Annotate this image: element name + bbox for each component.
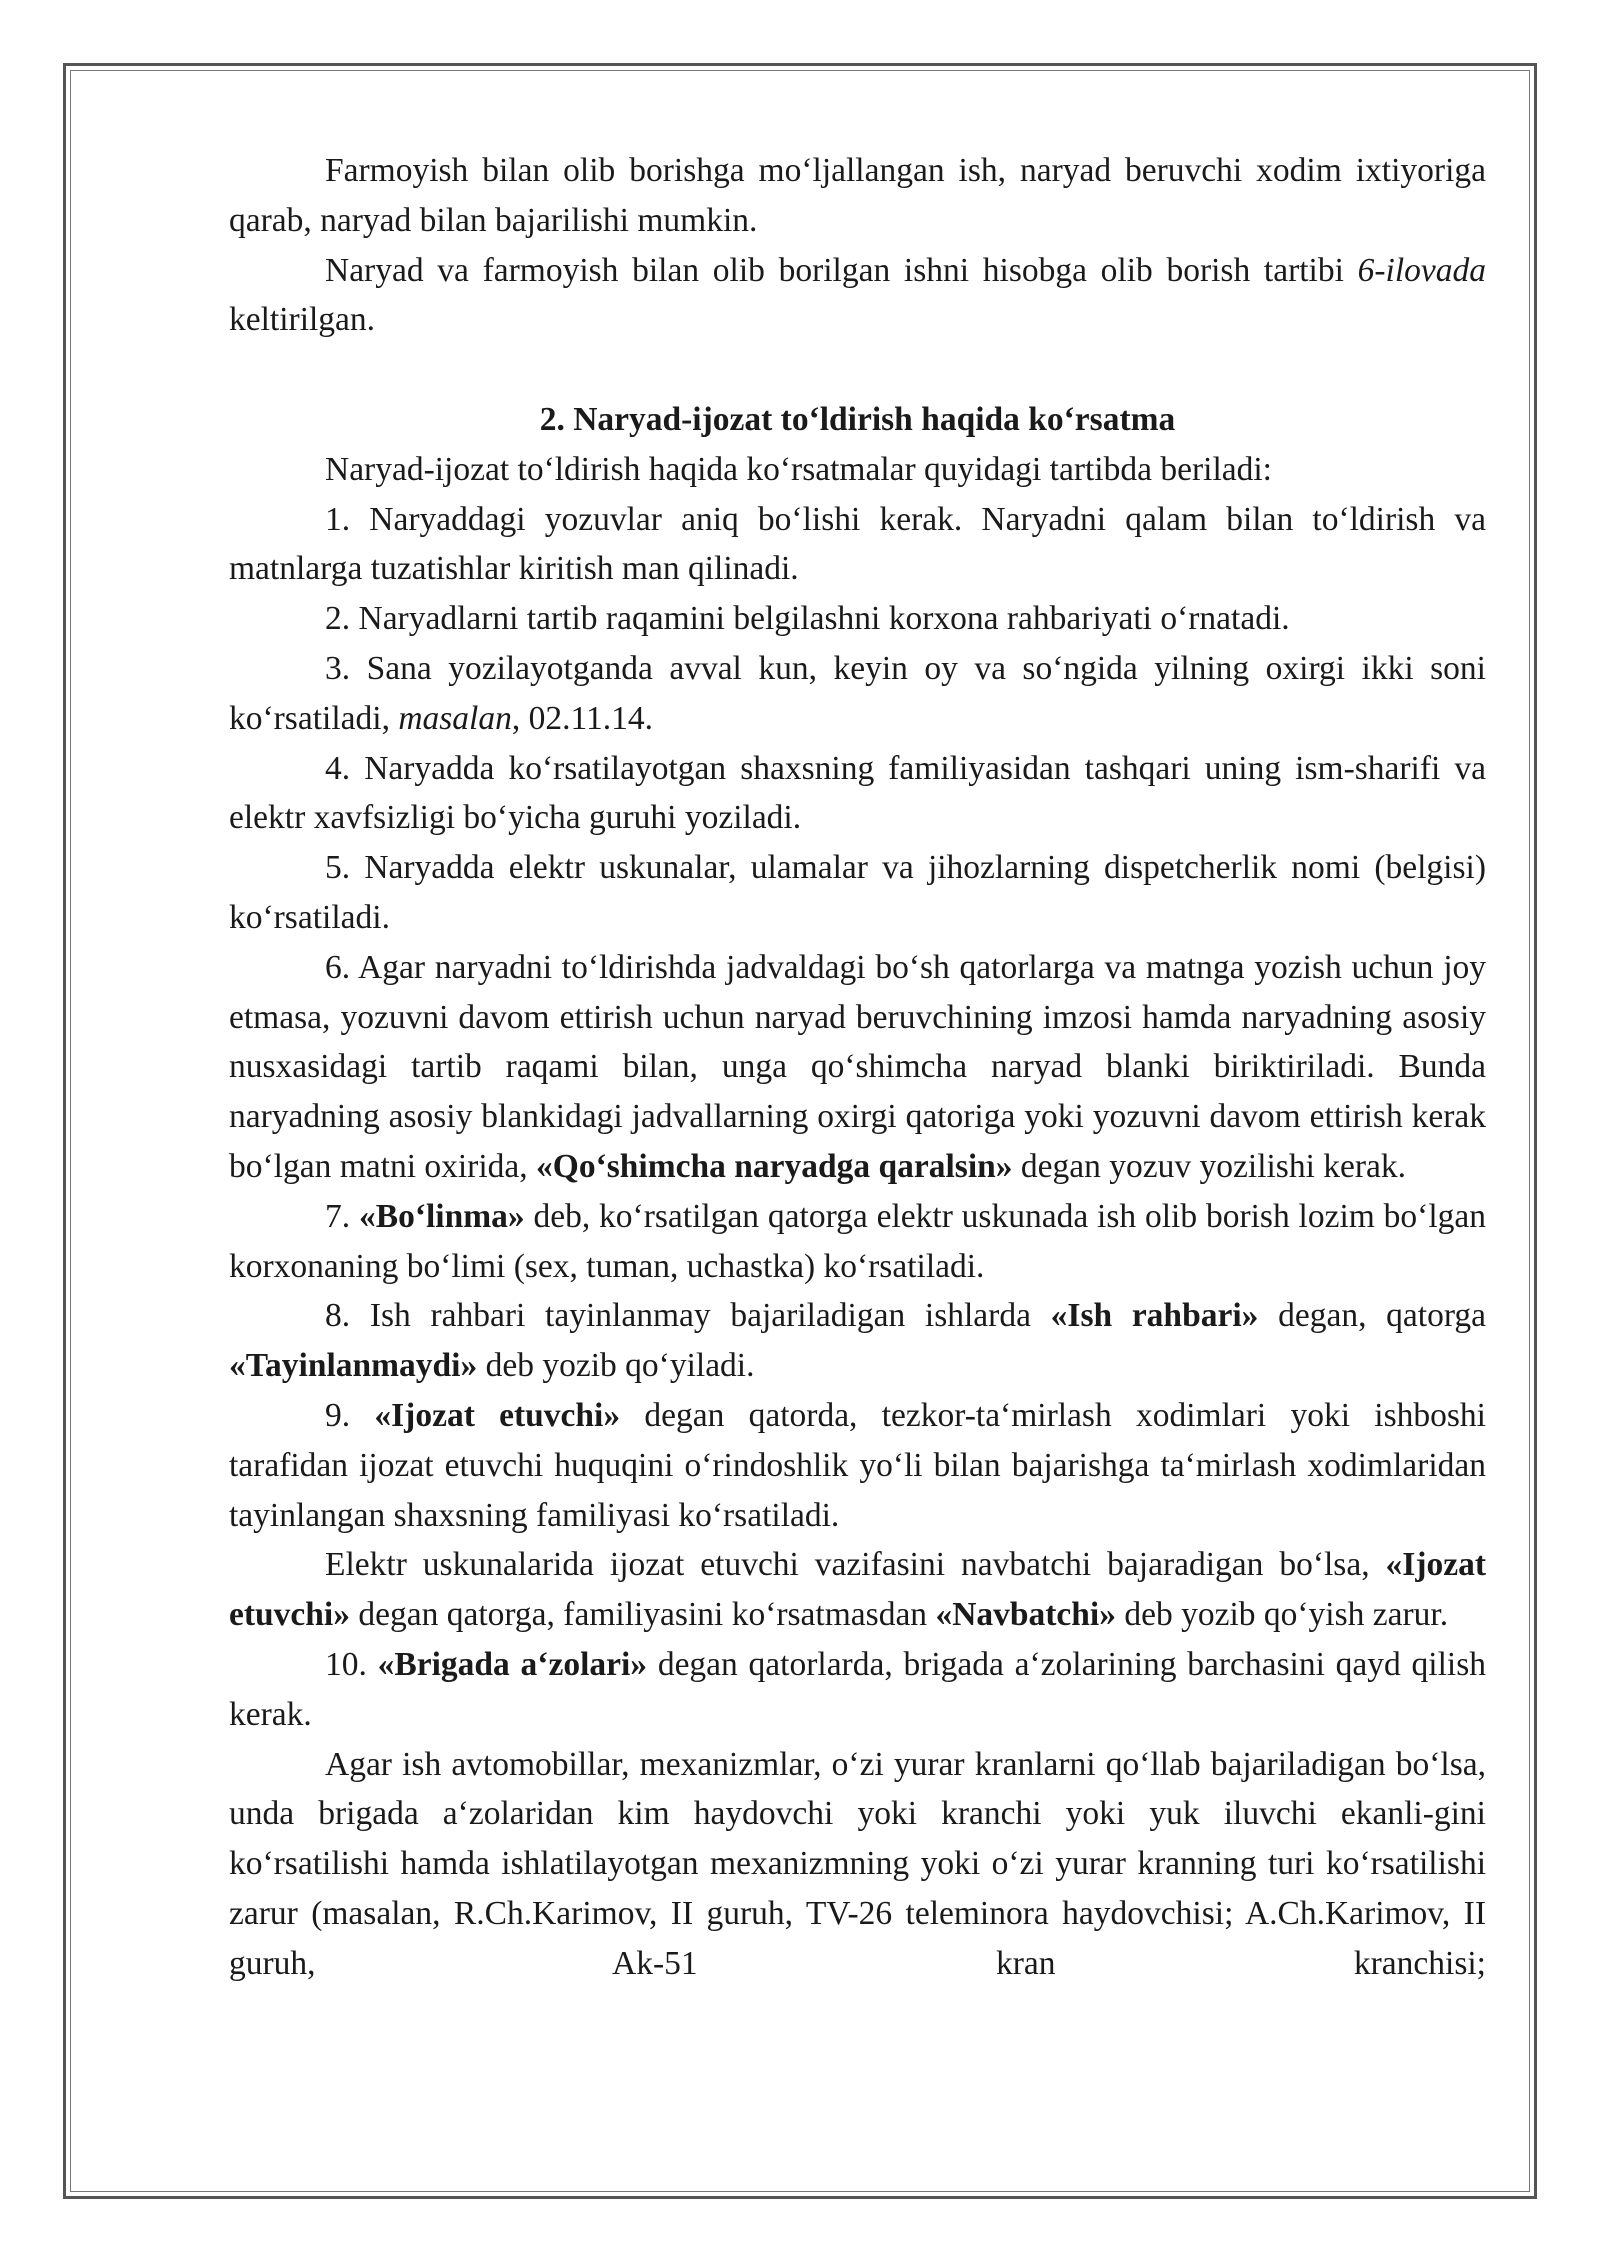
paragraph-intro-2: Naryad va farmoyish bilan olib borilgan ishni hisobga olib borish tartibi 6-ilovada keltirilgan. bbox=[229, 251, 1486, 339]
section-heading: 2. Naryad-ijozat to‘ldirish haqida ko‘rsatma bbox=[539, 400, 1176, 438]
list-item-10: 10. «Brigada a‘zolari» degan qatorlarda, brigada a‘zolarining barchasini qayd qilish kerak. bbox=[229, 1645, 1487, 1733]
list-item-9: 9. «Ijozat etuvchi» degan qatorda, tezkor-ta‘mirlash xodimlari yoki ishboshi tarafidan ijozat etuvchi huquqini o‘rindoshlik yo‘li bilan bajarishga ta‘mirlash xodimlaridan tayinlangan shaxsning familiyasi ko‘rsatiladi. bbox=[229, 1396, 1486, 1534]
list-item-5: 5. Naryadda elektr uskunalar, ulamalar va jihozlarning dispetcherlik nomi (belgisi) ko‘rsatiladi. bbox=[229, 849, 1486, 936]
paragraph-intro-1: Farmoyish bilan olib borishga mo‘ljallangan ish, naryad beruvchi xodim ixtiyoriga qarab, naryad bilan bajarilishi mumkin. bbox=[229, 152, 1486, 239]
list-item-10-note: Agar ish avtomobillar, mexanizmlar, o‘zi yurar kranlarni qo‘llab bajariladigan bo‘lsa, unda brigada a‘zolaridan kim haydovchi yoki kranchi yoki yuk iluvchi ekanli-gini ko‘rsatilishi hamda ishlatilayotgan mexanizmning yoki o‘zi yurar kranning turi ko‘rsatilishi zarur (masalan, R.Ch.Karimov, II guruh, TV-26 teleminora haydovchisi; A.Ch.Karimov, II guruh, Ak-51 kran kranchisi; bbox=[229, 1745, 1486, 1982]
list-item-2: 2. Naryadlarni tartib raqamini belgilashni korxona rahbariyati o‘rnatadi. bbox=[325, 600, 1290, 638]
list-item-6: 6. Agar naryadni to‘ldirishda jadvaldagi bo‘sh qatorlarga va matnga yozish uchun joy etmasa, yozuvni davom ettirish uchun naryad beruvchining imzosi hamda naryadning asosiy nusxasidagi tartib raqami bilan, unga qo‘shimcha naryad blanki biriktiriladi. Bunda naryadning asosiy blankidagi jadvallarning oxirgi qatoriga yoki yozuvni davom ettirish kerak bo‘lgan matni oxirida, «Qo‘shimcha naryadga qaralsin» degan yozuv yozilishi kerak. bbox=[229, 948, 1486, 1185]
list-item-3: 3. Sana yozilayotganda avval kun, keyin oy va so‘ngida yilning oxirgi ikki soni ko‘rsatiladi, masalan, 02.11.14. bbox=[229, 649, 1486, 737]
list-item-4: 4. Naryadda ko‘rsatilayotgan shaxsning familiyasidan tashqari uning ism-sharifi va elektr xavfsizligi bo‘yicha guruhi yoziladi. bbox=[229, 749, 1486, 837]
document-body bbox=[229, 146, 1486, 1988]
spacer bbox=[229, 345, 1486, 395]
list-item-9-note: Elektr uskunalarida ijozat etuvchi vazifasini navbatchi bajaradigan bo‘lsa, «Ijozat etuvchi» degan qatorga, familiyasini ko‘rsatmasdan «Navbatchi» deb yozib qo‘yish zarur. bbox=[229, 1546, 1486, 1634]
list-item-7: 7. «Bo‘linma» deb, ko‘rsatilgan qatorga elektr uskunada ish olib borish lozim bo‘lgan korxonaning bo‘limi (sex, tuman, uchastka) ko‘rsatiladi. bbox=[229, 1197, 1486, 1285]
list-item-1: 1. Naryaddagi yozuvlar aniq bo‘lishi kerak. Naryadni qalam bilan to‘ldirish va matnlarga tuzatishlar kiritish man qilinadi. bbox=[229, 500, 1486, 588]
list-item-8: 8. Ish rahbari tayinlanmay bajariladigan ishlarda «Ish rahbari» degan, qatorga «Tayinlanmaydi» deb yozib qo‘yiladi. bbox=[229, 1297, 1486, 1385]
paragraph-lead: Naryad-ijozat to‘ldirish haqida ko‘rsatmalar quyidagi tartibda beriladi: bbox=[325, 450, 1272, 488]
